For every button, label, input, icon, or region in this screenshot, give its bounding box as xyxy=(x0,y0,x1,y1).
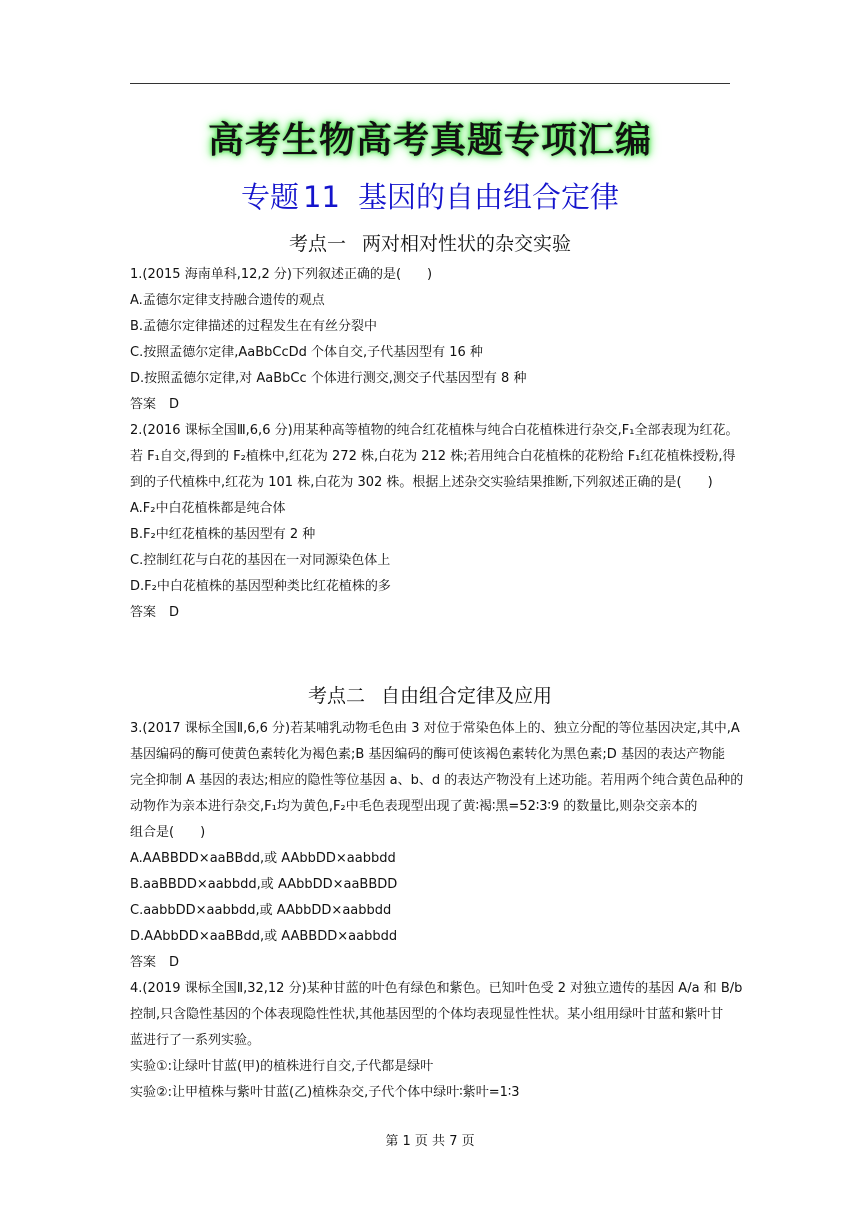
section-label: 考点二 xyxy=(307,685,365,707)
question-3-stem-line-2: 基因编码的酶可使黄色素转化为褐色素;B 基因编码的酶可使该褐色素转化为黑色素;D 基因的表达产物能 xyxy=(130,747,725,762)
question-2-answer: 答案 D xyxy=(130,605,180,620)
question-1-option-a: A.孟德尔定律支持融合遗传的观点 xyxy=(130,293,325,308)
question-4-stem-line-2: 控制,只含隐性基因的个体表现隐性性状,其他基因型的个体均表现显性性状。某小组用绿叶甘蓝和紫叶甘 xyxy=(130,1007,724,1022)
header-rule xyxy=(130,83,730,84)
question-2-stem-line-1: 2.(2016 课标全国Ⅲ,6,6 分)用某种高等植物的纯合红花植株与纯合白花植株进行杂交,F₁全部表现为红花。 xyxy=(130,423,739,438)
question-3-option-a: A.AABBDD×aaBBdd,或 AAbbDD×aabbdd xyxy=(130,851,396,866)
question-3-answer: 答案 D xyxy=(130,955,180,970)
question-3-option-d: D.AAbbDD×aaBBdd,或 AABBDD×aabbdd xyxy=(130,929,398,944)
question-3-stem-line-3: 完全抑制 A 基因的表达;相应的隐性等位基因 a、b、d 的表达产物没有上述功能。若用两个纯合黄色品种的 xyxy=(130,773,744,788)
question-4-experiment-1: 实验①:让绿叶甘蓝(甲)的植株进行自交,子代都是绿叶 xyxy=(130,1059,434,1074)
question-1-option-d: D.按照孟德尔定律,对 AaBbCc 个体进行测交,测交子代基因型有 8 种 xyxy=(130,371,527,386)
question-1-option-c: C.按照孟德尔定律,AaBbCcDd 个体自交,子代基因型有 16 种 xyxy=(130,345,483,360)
question-1-stem: 1.(2015 海南单科,12,2 分)下列叙述正确的是( ) xyxy=(130,267,433,282)
section-label: 考点一 xyxy=(288,233,346,255)
question-3-stem-line-5: 组合是( ) xyxy=(130,825,206,840)
question-2-stem-line-2: 若 F₁自交,得到的 F₂植株中,红花为 272 株,白花为 212 株;若用纯合白花植株的花粉给 F₁红花植株授粉,得 xyxy=(130,449,736,464)
question-2-stem-line-3: 到的子代植株中,红花为 101 株,白花为 302 株。根据上述杂交实验结果推断,下列叙述正确的是( ) xyxy=(130,475,713,490)
question-2-option-d: D.F₂中白花植株的基因型种类比红花植株的多 xyxy=(130,579,391,594)
section-title-text: 自由组合定律及应用 xyxy=(381,685,553,707)
page-footer: 第 1 页 共 7 页 xyxy=(385,1134,475,1149)
question-4-stem-line-3: 蓝进行了一系列实验。 xyxy=(130,1033,261,1048)
section-title-text: 两对相对性状的杂交实验 xyxy=(362,233,572,255)
question-4-experiment-2: 实验②:让甲植株与紫叶甘蓝(乙)植株杂交,子代个体中绿叶∶紫叶=1∶3 xyxy=(130,1085,520,1100)
section-heading-2 xyxy=(0,681,860,708)
question-1-answer: 答案 D xyxy=(130,397,180,412)
page-main-title: 高考生物高考真题专项汇编 xyxy=(207,119,652,161)
question-2-option-c: C.控制红花与白花的基因在一对同源染色体上 xyxy=(130,553,391,568)
question-3-option-c: C.aabbDD×aabbdd,或 AAbbDD×aabbdd xyxy=(130,903,392,918)
question-2-option-b: B.F₂中红花植株的基因型有 2 种 xyxy=(130,527,316,542)
topic-number: 11 xyxy=(303,180,340,214)
question-4-stem-line-1: 4.(2019 课标全国Ⅱ,32,12 分)某种甘蓝的叶色有绿色和紫色。已知叶色受 2 对独立遗传的基因 A/a 和 B/b xyxy=(130,981,743,996)
section-heading-1 xyxy=(0,229,860,256)
question-2-option-a: A.F₂中白花植株都是纯合体 xyxy=(130,501,286,516)
question-3-option-b: B.aaBBDD×aabbdd,或 AAbbDD×aaBBDD xyxy=(130,877,398,892)
topic-title xyxy=(0,175,860,216)
question-3-stem-line-1: 3.(2017 课标全国Ⅱ,6,6 分)若某哺乳动物毛色由 3 对位于常染色体上的、独立分配的等位基因决定,其中,A xyxy=(130,721,740,736)
topic-name: 基因的自由组合定律 xyxy=(357,180,619,214)
question-1-option-b: B.孟德尔定律描述的过程发生在有丝分裂中 xyxy=(130,319,378,334)
topic-prefix: 专题 xyxy=(241,180,300,214)
question-3-stem-line-4: 动物作为亲本进行杂交,F₁均为黄色,F₂中毛色表现型出现了黄∶褐∶黑=52∶3∶9 的数量比,则杂交亲本的 xyxy=(130,799,698,814)
